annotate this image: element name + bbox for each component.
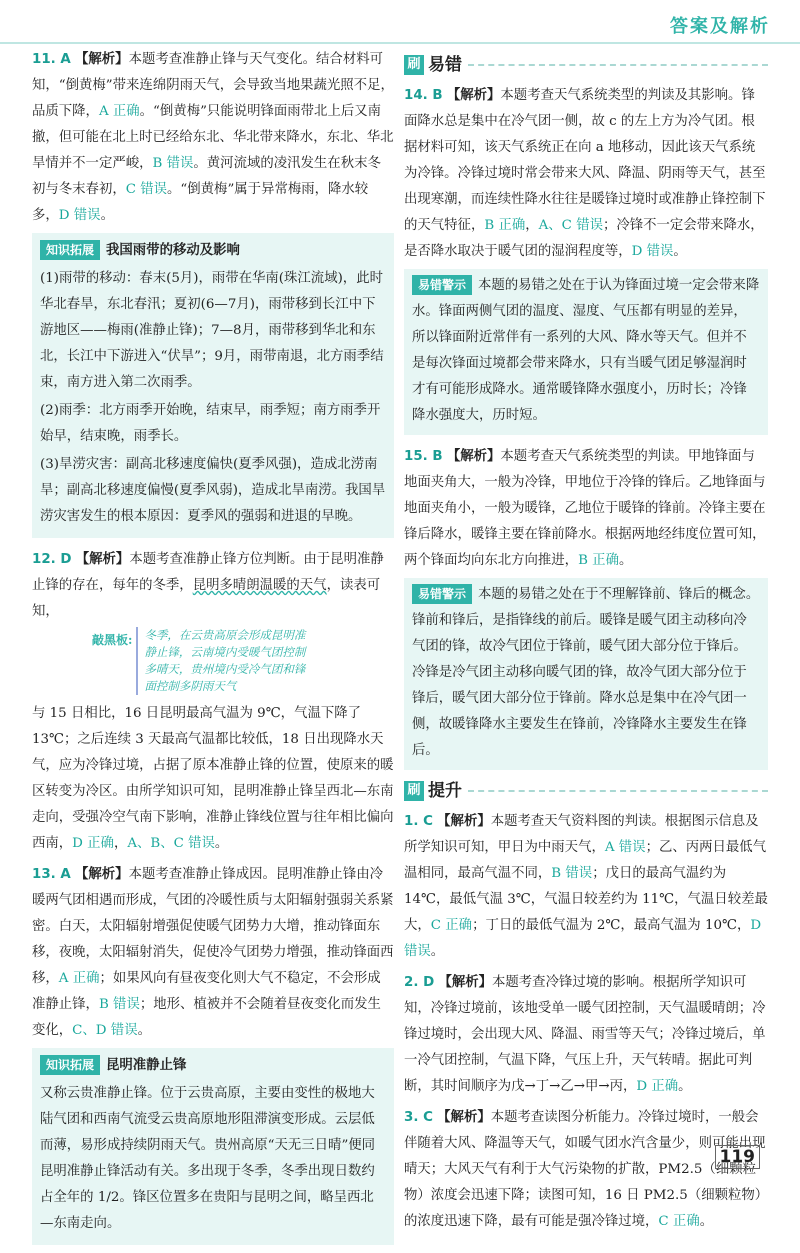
answer-text: 。 [678, 1079, 692, 1094]
verdict: D 错误 [631, 244, 674, 259]
answer-text: ；冷锋不一定会带来降水，是否降水取决于暖气团的湿润程度等， [404, 218, 764, 259]
knowledge-tag: 知识拓展 [40, 240, 100, 260]
page-number: 119 [715, 1145, 761, 1169]
question-number: 2. D [404, 975, 435, 990]
section-title: 易错 [428, 55, 462, 75]
analysis-tag: 【解析】 [75, 51, 129, 67]
verdict: C 正确 [430, 918, 473, 933]
answer-text: 。 [100, 208, 114, 223]
answer-text: 。“倒黄梅”属于异常梅雨，降水较多， [32, 182, 369, 223]
section-title: 提升 [428, 781, 462, 801]
answer-text: ；戊日的最高气温约为 14℃，最低气温 3℃，气温日较差约为 11℃，气温日较差最大， [404, 866, 768, 933]
verdict: B 正确 [484, 218, 526, 233]
warning-text: 本题的易错之处在于认为锋面过境一定会带来降水。锋面两侧气团的温度、湿度、气压都有明显的差异，所以锋面附近常伴有一系列的大风、降水等天气。但并不是每次锋面过境都会带来降水，只有当暖气团足够湿润时才有可能形成降水。通常暖锋降水强度小，历时长；冷锋降水强度大，历时短。 [412, 278, 760, 423]
teacher-note [92, 627, 394, 695]
note-body: 冬季，在云贵高原会形成昆明准静止锋，云南境内受暖气团控制多晴天，贵州境内受冷气团和锋面控制多阴雨天气 [136, 627, 316, 695]
section-badge: 刷 [404, 781, 424, 801]
verdict: B 错误 [98, 997, 140, 1012]
answer-14 [404, 82, 768, 265]
verdict: C 正确 [658, 1214, 700, 1229]
verdict: D 正确 [72, 836, 114, 851]
warning-text: 本题的易错之处在于不理解锋前、锋后的概念。锋前和锋后，是指锋线的前后。暖锋是暖气团主动移向冷气团的锋，故冷气团位于锋前，暖气团大部分位于锋后。冷锋是冷气团主动移向暖气团的锋，故冷气团大部分位于锋后，暖气团大部分位于锋前。降水总是集中在冷气团一侧，故暖锋降水主要发生在锋前，冷锋降水主要发生在锋后。 [412, 587, 760, 758]
verdict: A 错误 [604, 840, 646, 855]
answer-15 [404, 443, 768, 574]
section-badge: 刷 [404, 55, 424, 75]
answer-text: 。“倒黄梅”只能说明锋面雨带北上后又南撤，但可能在北上时已经给东北、华北带来降水，东北、华北旱情并不一定严峻， [32, 104, 394, 171]
underlined-text: 昆明多晴朗温暖的天气 [192, 578, 327, 593]
answer-text: 本题考查准静止锋与天气变化。结合材料可知，“倒黄梅”带来连绵阴雨天气，会导致当地果蔬光照不足，品质下降， [32, 52, 394, 119]
answer-text: ；如果风向有昼夜变化则大气不稳定，不会形成准静止锋， [32, 971, 381, 1012]
knowledge-paragraph: (2)雨季：北方雨季开始晚，结束早，雨季短；南方雨季开始早，结束晚，雨季长。 [40, 403, 381, 444]
question-number: 1. C [404, 814, 433, 829]
analysis-tag: 【解析】 [437, 1109, 491, 1125]
section-divider [468, 790, 768, 792]
warning-tag: 易错警示 [412, 275, 472, 295]
warning-box-1 [404, 269, 768, 435]
analysis-tag: 【解析】 [75, 866, 129, 882]
answer-2 [404, 969, 768, 1100]
warning-tag: 易错警示 [412, 584, 472, 604]
analysis-tag: 【解析】 [437, 813, 491, 829]
answer-text: 。 [430, 944, 445, 959]
question-number: 11. A [32, 52, 71, 67]
answer-1 [404, 808, 768, 965]
verdict: A、B、C 错误 [127, 836, 215, 851]
knowledge-title: 我国雨带的移动及影响 [106, 242, 240, 258]
page-header-title: 答案及解析 [670, 16, 770, 37]
answer-13 [32, 861, 394, 1044]
section-header-improve [404, 778, 768, 804]
section-divider [468, 64, 768, 66]
verdict: A 正确 [58, 971, 100, 986]
answer-text: ，读表可知， [32, 578, 381, 619]
answer-text: 。 [618, 553, 633, 568]
answer-text: 。 [137, 1023, 151, 1038]
verdict: C、D 错误 [72, 1023, 138, 1038]
analysis-tag: 【解析】 [446, 448, 501, 464]
answer-text: 本题考查天气资料图的判读。根据图示信息及所学知识可知，甲日为中雨天气， [404, 814, 759, 855]
analysis-tag: 【解析】 [75, 551, 130, 567]
question-number: 13. A [32, 867, 71, 882]
knowledge-paragraph: (3)旱涝灾害：副高北移速度偏快(夏季风强)，造成北涝南旱；副高北移速度偏慢(夏季风弱)，造成北旱南涝。我国旱涝灾害发生的根本原因：夏季风的强弱和进退的早晚。 [40, 457, 386, 524]
verdict: B 错误 [551, 866, 593, 881]
knowledge-paragraph: 又称云贵准静止锋。位于云贵高原，主要由变性的极地大陆气团和西南气流受云贵高原地形阻滞演变形成。云层低而薄，易形成持续阴雨天气。贵州高原“天无三日晴”便同昆明准静止锋活动有关。多出现于冬季，冬季出现日数约占全年的 1/2。锋区位置多在贵阳与昆明之间，略呈西北—东南走向。 [40, 1086, 376, 1231]
question-number: 15. B [404, 449, 443, 464]
answer-11 [32, 46, 394, 229]
verdict: D 错误 [58, 208, 101, 223]
verdict: B 正确 [578, 553, 619, 568]
answer-text: 本题考查天气系统类型的判读。甲地锋面与地面夹角大，一般为冷锋，甲地位于冷锋的锋后。乙地锋面与地面夹角小，一般为暖锋，乙地位于暖锋的锋前。冷锋主要在锋后降水，暖锋主要在锋前降水。根据两地经纬度位置可知，两个锋面均向东北方向推进， [404, 449, 766, 568]
answer-text: 本题考查准静止锋成因。昆明准静止锋由冷暖两气团相遇而形成，气团的冷暖性质与太阳辐射强弱关系紧密。白天，太阳辐射增强促使暖气团势力大增，推动锋面东移，夜晚，太阳辐射消失，促使冷气团势力增强，推动锋面西移， [32, 867, 394, 986]
answer-text: 。 [214, 836, 229, 851]
answer-text: 本题考查冷锋过境的影响。根据所学知识可知，冷锋过境前，该地受单一暖气团控制，天气温暖晴朗；冷锋过境时，会出现大风、降温、雨雪等天气；冷锋过境后，单一冷气团控制，气温下降，气压上升，天气转晴。据此可判断，其时间顺序为戊→丁→乙→甲→丙， [404, 975, 766, 1094]
knowledge-title: 昆明准静止锋 [106, 1057, 187, 1073]
verdict: A、C 错误 [538, 218, 603, 233]
answer-text: 。 [699, 1214, 714, 1229]
knowledge-box-kunming-front [32, 1048, 394, 1245]
verdict: A 正确 [98, 104, 140, 119]
question-number: 14. B [404, 88, 443, 103]
answer-text: ；乙、丙两日最低气温相同，最高气温不同， [404, 840, 767, 881]
right-column [404, 46, 768, 1239]
analysis-tag: 【解析】 [438, 974, 493, 990]
answer-text: ；地形、植被并不会随着昼夜变化而发生变化， [32, 997, 381, 1038]
question-number: 12. D [32, 552, 72, 567]
verdict: B 错误 [152, 156, 194, 171]
header-divider [0, 42, 800, 44]
question-number: 3. C [404, 1110, 433, 1125]
answer-12 [32, 546, 394, 857]
warning-box-2 [404, 578, 768, 770]
knowledge-box-rainbelt [32, 233, 394, 538]
answer-text: 。黄河流域的凌汛发生在秋末冬初与冬末春初， [32, 156, 381, 197]
answer-text: 与 15 日相比，16 日昆明最高气温为 9℃，气温下降了 13℃；之后连续 3 天最高气温都比较低，18 日出现降水天气，应为冷锋过境，占据了原本准静止锋的位置，使原来的暖区转变为冷区。由所学知识可知，昆明准静止锋呈西北—东南走向，受强冷空气南下影响，准静止锋线位置与往年相比偏向西南， [32, 706, 394, 851]
answer-text: ；丁日的最低气温为 2℃，最高气温为 10℃， [472, 918, 751, 933]
answer-text: 。 [673, 244, 687, 259]
section-header-mistakes [404, 52, 768, 78]
answer-text: 本题考查准静止锋方位判断。由于昆明准静止锋的存在，每年的冬季， [32, 552, 384, 593]
answer-text: 本题考查读图分析能力。冷锋过境时，一般会伴随着大风、降温等天气，如暖气团水汽含量少，则可能出现晴天；大风天气有利于大气污染物的扩散，PM2.5（细颗粒物）浓度会迅速下降；读图可知，16 日 PM2.5（细颗粒物）的浓度迅速下降，最有可能是强冷锋过境， [404, 1110, 766, 1229]
answer-3 [404, 1104, 768, 1235]
analysis-tag: 【解析】 [446, 87, 501, 103]
knowledge-tag: 知识拓展 [40, 1055, 100, 1075]
answer-text: ， [525, 218, 539, 233]
answer-text: 本题考查天气系统类型的判读及其影响。锋面降水总是集中在冷气团一侧，故 c 的左上方为冷气团。根据材料可知，该天气系统正在向 a 地移动，因此该天气系统为冷锋。冷锋过境时常会带来大风、降温、阴雨等天气，甚至出现寒潮，而连续性降水往往是暖锋过境时或准静止锋控制下的天气特征， [404, 88, 766, 233]
note-label: 敲黑板: [92, 633, 133, 647]
left-column [32, 46, 394, 1253]
verdict: C 错误 [125, 182, 168, 197]
verdict: D 正确 [636, 1079, 679, 1094]
answer-text: ， [113, 836, 128, 851]
knowledge-paragraph: (1)雨带的移动：春末(5月)，雨带在华南(珠江流域)，此时华北春旱，东北春汛；夏初(6—7月)，雨带移到长江中下游地区——梅雨(准静止锋)；7—8月，雨带移到华北和东北，长江中下游进入“伏旱”；9月，雨带南退，北方雨季结束，南方进入第二次雨季。 [40, 271, 384, 390]
verdict: D 错误 [404, 918, 762, 959]
